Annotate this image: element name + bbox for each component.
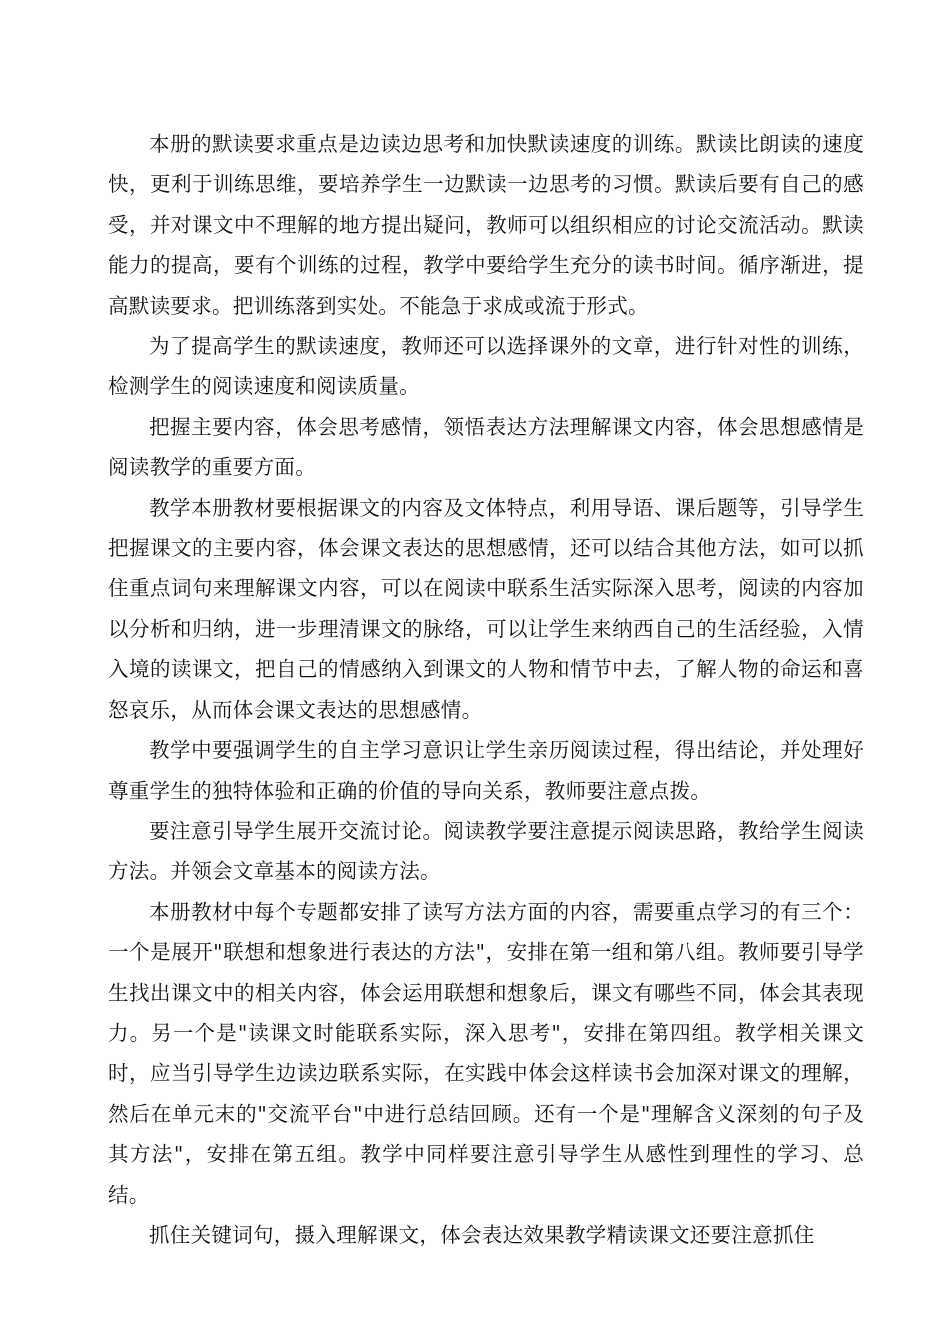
paragraph-3: 把握主要内容，体会思考感情，领悟表达方法理解课文内容，体会思想感情是阅读教学的重要方面。 bbox=[108, 414, 864, 480]
paragraph-2: 为了提高学生的默读速度，教师还可以选择课外的文章，进行针对性的训练，检测学生的阅读速度和阅读质量。 bbox=[108, 334, 864, 399]
paragraph-1: 本册的默读要求重点是边读边思考和加快默读速度的训练。默读比朗读的速度快，更利于训练思维，要培养学生一边默读一边思考的习惯。默读后要有自己的感受，并对课文中不理解的地方提出疑问，教师可以组织相应的讨论交流活动。默读能力的提高，要有个训练的过程，教学中要给学生充分的读书时间。循序渐进，提高默读要求。把训练落到实处。不能急于求成或流于形式。 bbox=[108, 132, 864, 318]
paragraph-6: 要注意引导学生展开交流讨论。阅读教学要注意提示阅读思路，教给学生阅读方法。并领会文章基本的阅读方法。 bbox=[108, 818, 864, 884]
document-body bbox=[108, 124, 864, 1255]
paragraph-7: 本册教材中每个专题都安排了读写方法方面的内容，需要重点学习的有三个：一个是展开"联想和想象进行表达的方法"，安排在第一组和第八组。教师要引导学生找出课文中的相关内容，体会运用联想和想象后，课文有哪些不同，体会其表现力。另一个是"读课文时能联系实际，深入思考"，安排在第四组。教学相关课文时，应当引导学生边读边联系实际，在实践中体会这样读书会加深对课文的理解，然后在单元末的"交流平台"中进行总结回顾。还有一个是"理解含义深刻的句子及其方法"，安排在第五组。教学中同样要注意引导学生从感性到理性的学习、总结。 bbox=[108, 899, 864, 1207]
paragraph-5: 教学中要强调学生的自主学习意识让学生亲历阅读过程，得出结论，并处理好尊重学生的独特体验和正确的价值的导向关系，教师要注意点拨。 bbox=[108, 738, 864, 803]
paragraph-8: 抓住关键词句，摄入理解课文，体会表达效果教学精读课文还要注意抓住 bbox=[149, 1222, 815, 1247]
paragraph-4: 教学本册教材要根据课文的内容及文体特点，利用导语、课后题等，引导学生把握课文的主要内容，体会课文表达的思想感情，还可以结合其他方法，如可以抓住重点词句来理解课文内容，可以在阅读中联系生活实际深入思考，阅读的内容加以分析和归纳，进一步理清课文的脉络，可以让学生来纳西自己的生活经验，入情入境的读课文，把自己的情感纳入到课文的人物和情节中去，了解人物的命运和喜怒哀乐，从而体会课文表达的思想感情。 bbox=[108, 495, 864, 722]
